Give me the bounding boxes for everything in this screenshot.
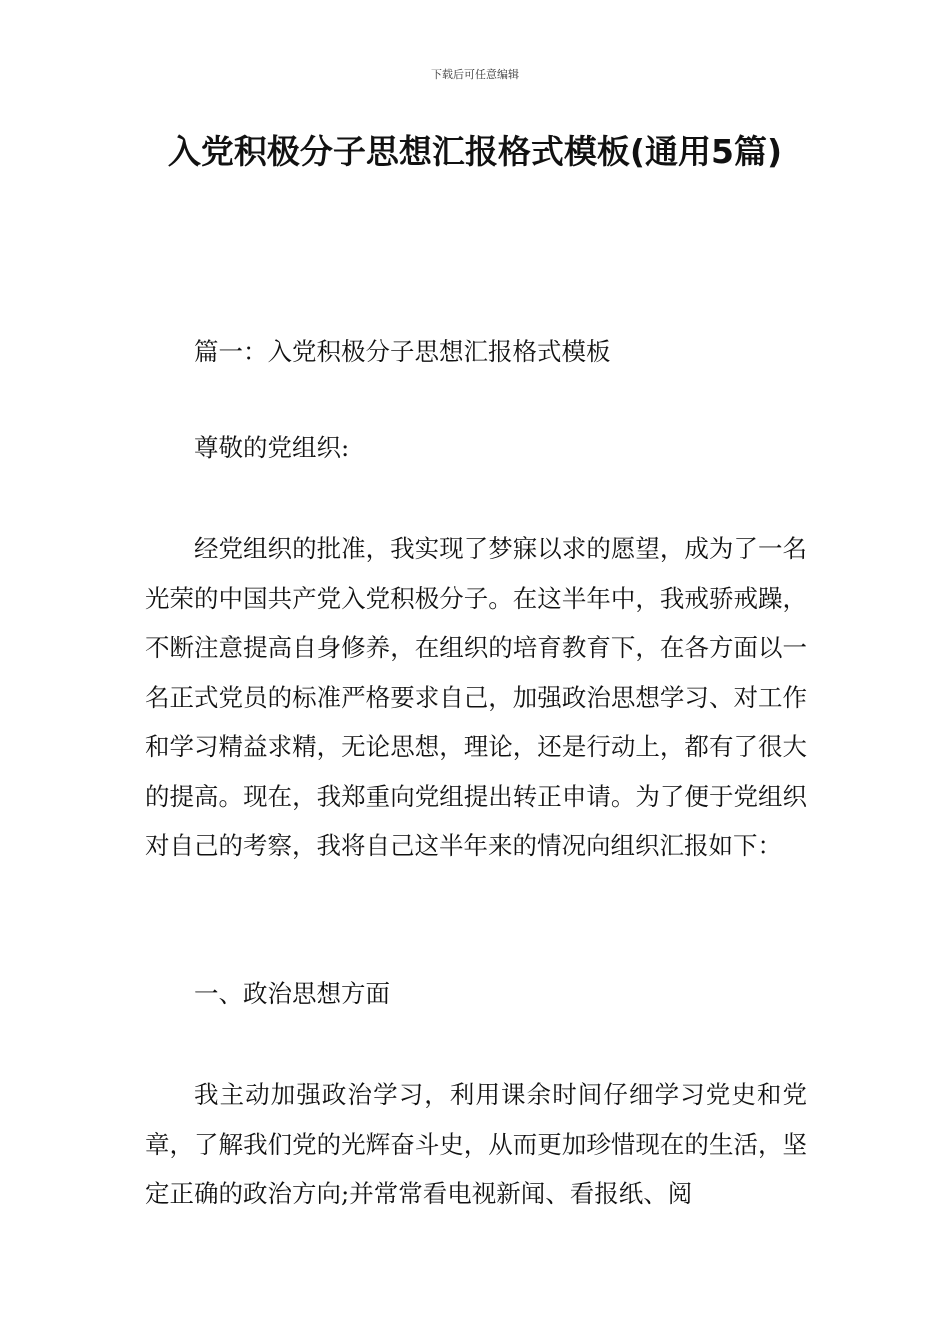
subsection-heading: 一、政治思想方面 — [194, 979, 390, 1008]
document-title: 入党积极分子思想汇报格式模板(通用5篇) — [167, 132, 783, 171]
page-header-note: 下载后可任意编辑 — [431, 68, 519, 81]
body-paragraph: 经党组织的批准，我实现了梦寐以求的愿望，成为了一名光荣的中国共产党入党积极分子。在这半年中，我戒骄戒躁，不断注意提高自身修养，在组织的培育教育下，在各方面以一名正式党员的标准严格要求自己，加强政治思想学习、对工作和学习精益求精，无论思想，理论，还是行动上，都有了很大的提高。现在，我郑重向党组提出转正申请。为了便于党组织对自己的考察，我将自己这半年来的情况向组织汇报如下： — [145, 534, 807, 860]
salutation: 尊敬的党组织: — [194, 433, 350, 462]
section-title: 篇一：入党积极分子思想汇报格式模板 — [194, 337, 611, 366]
body-paragraph: 我主动加强政治学习，利用课余时间仔细学习党史和党章，了解我们党的光辉奋斗史，从而更加珍惜现在的生活，坚定正确的政治方向;并常常看电视新闻、看报纸、阅 — [145, 1080, 807, 1208]
